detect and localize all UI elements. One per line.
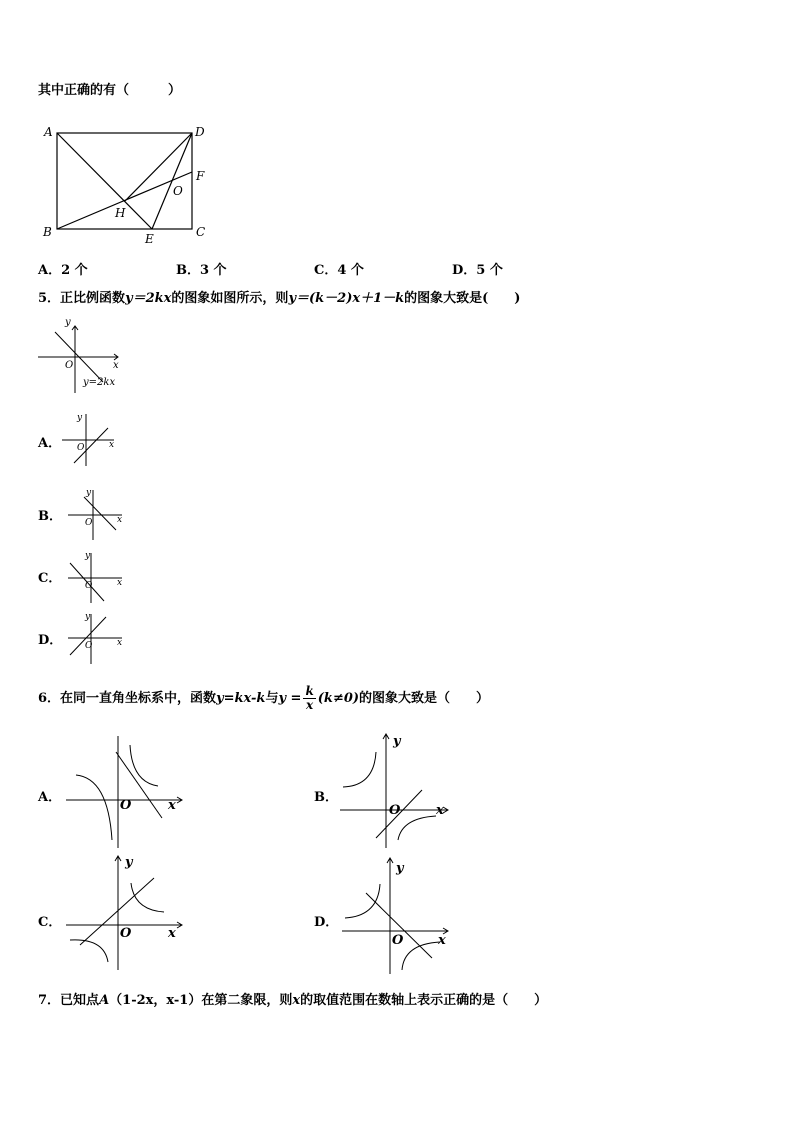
svg-text:O: O: [85, 641, 93, 651]
q5-option-b[interactable]: B．: [38, 509, 62, 524]
q6-y-eq: y =: [278, 691, 302, 706]
q6-c-line: [80, 878, 154, 945]
q4-option-a[interactable]: A．2 个: [38, 263, 88, 278]
q5-func2: y＝(k－2)x＋1－k: [288, 291, 405, 306]
svg-text:y: y: [85, 612, 91, 622]
q7-number: 7．: [38, 993, 61, 1008]
svg-text:x: x: [168, 926, 176, 941]
q7-stem-b: 在第二象限，则: [201, 993, 293, 1008]
svg-text:x: x: [109, 440, 115, 450]
svg-text:y: y: [77, 413, 83, 423]
q6-c-hyper-upper: [131, 883, 164, 912]
q6-option-c[interactable]: C．: [38, 915, 62, 930]
q6-d-hyper-lower: [402, 942, 440, 970]
label-f: F: [196, 169, 205, 183]
q5-stem-a: 正比例函数: [60, 291, 126, 306]
q6-a-hyper-lower: [76, 775, 112, 840]
label-o: O: [173, 184, 183, 198]
svg-text:y: y: [125, 855, 133, 870]
label-d: D: [195, 125, 205, 139]
q5-ref-o: O: [65, 360, 74, 371]
q7-var: x: [292, 993, 301, 1008]
svg-text:O: O: [120, 798, 132, 813]
q5-option-c[interactable]: C．: [38, 571, 62, 586]
svg-text:O: O: [389, 803, 401, 818]
q5-option-d[interactable]: D．: [38, 633, 63, 648]
q6-option-b[interactable]: B．: [314, 790, 338, 805]
svg-text:y: y: [86, 488, 92, 498]
q4-option-d[interactable]: D．5 个: [452, 263, 503, 278]
label-b: B: [43, 225, 52, 239]
svg-text:x: x: [438, 933, 446, 948]
q5-option-a[interactable]: A．: [38, 436, 62, 451]
svg-text:x: x: [117, 578, 123, 588]
q5-stem-b: 的图象如图所示，则: [171, 291, 289, 306]
svg-text:y: y: [396, 861, 404, 876]
label-c: C: [196, 225, 206, 239]
q7-stem: [38, 992, 547, 1010]
svg-text:x: x: [436, 803, 444, 818]
q6-d-line: [366, 893, 432, 958]
q6-cond: (k≠0): [317, 691, 360, 706]
q5-stem-c: 的图象大致是( ): [404, 291, 521, 306]
q6-c-hyper-lower: [70, 940, 108, 962]
q6-a-hyper-upper: [130, 745, 158, 786]
q5-ref-label: y=2kx: [83, 377, 116, 388]
q5-number: 5．: [38, 291, 61, 306]
q5-ref-x: x: [113, 360, 119, 371]
q6-b-hyper-lower: [398, 816, 436, 840]
q6-option-a[interactable]: A．: [38, 790, 62, 805]
label-a: A: [44, 125, 53, 139]
q5-func1: y＝2kx: [125, 291, 172, 306]
q6-stem-b: 与: [265, 691, 279, 706]
q6-stem-c: 的图象大致是（ ）: [359, 691, 490, 706]
q4-option-c[interactable]: C．4 个: [314, 263, 364, 278]
svg-text:x: x: [117, 515, 123, 525]
q6-frac-num: k: [305, 684, 314, 698]
svg-text:O: O: [85, 581, 93, 591]
q6-number: 6．: [38, 691, 61, 706]
q7-coords: （1-2x，x-1）: [109, 993, 202, 1008]
svg-text:O: O: [77, 443, 85, 453]
q4-option-b[interactable]: B．3 个: [176, 263, 227, 278]
q6-stem-a: 在同一直角坐标系中，函数: [60, 691, 217, 706]
q7-stem-a: 已知点: [60, 993, 100, 1008]
q6-option-d[interactable]: D．: [314, 915, 339, 930]
q5-ref-y: y: [65, 317, 71, 328]
q7-point: A: [99, 993, 110, 1008]
svg-text:O: O: [85, 518, 93, 528]
svg-text:y: y: [393, 734, 401, 749]
label-h: H: [115, 206, 126, 220]
q7-stem-c: 的取值范围在数轴上表示正确的是（ ）: [300, 993, 548, 1008]
svg-text:O: O: [392, 933, 404, 948]
svg-text:x: x: [117, 638, 123, 648]
svg-text:x: x: [168, 798, 176, 813]
svg-text:y: y: [85, 551, 91, 561]
q6-b-hyper-upper: [343, 752, 376, 787]
svg-text:O: O: [120, 926, 132, 941]
q6-func1: y=kx-k: [216, 691, 266, 706]
intro-text: 其中正确的有（ ）: [38, 83, 182, 98]
label-e: E: [145, 232, 154, 246]
q6-frac-den: x: [306, 698, 314, 712]
